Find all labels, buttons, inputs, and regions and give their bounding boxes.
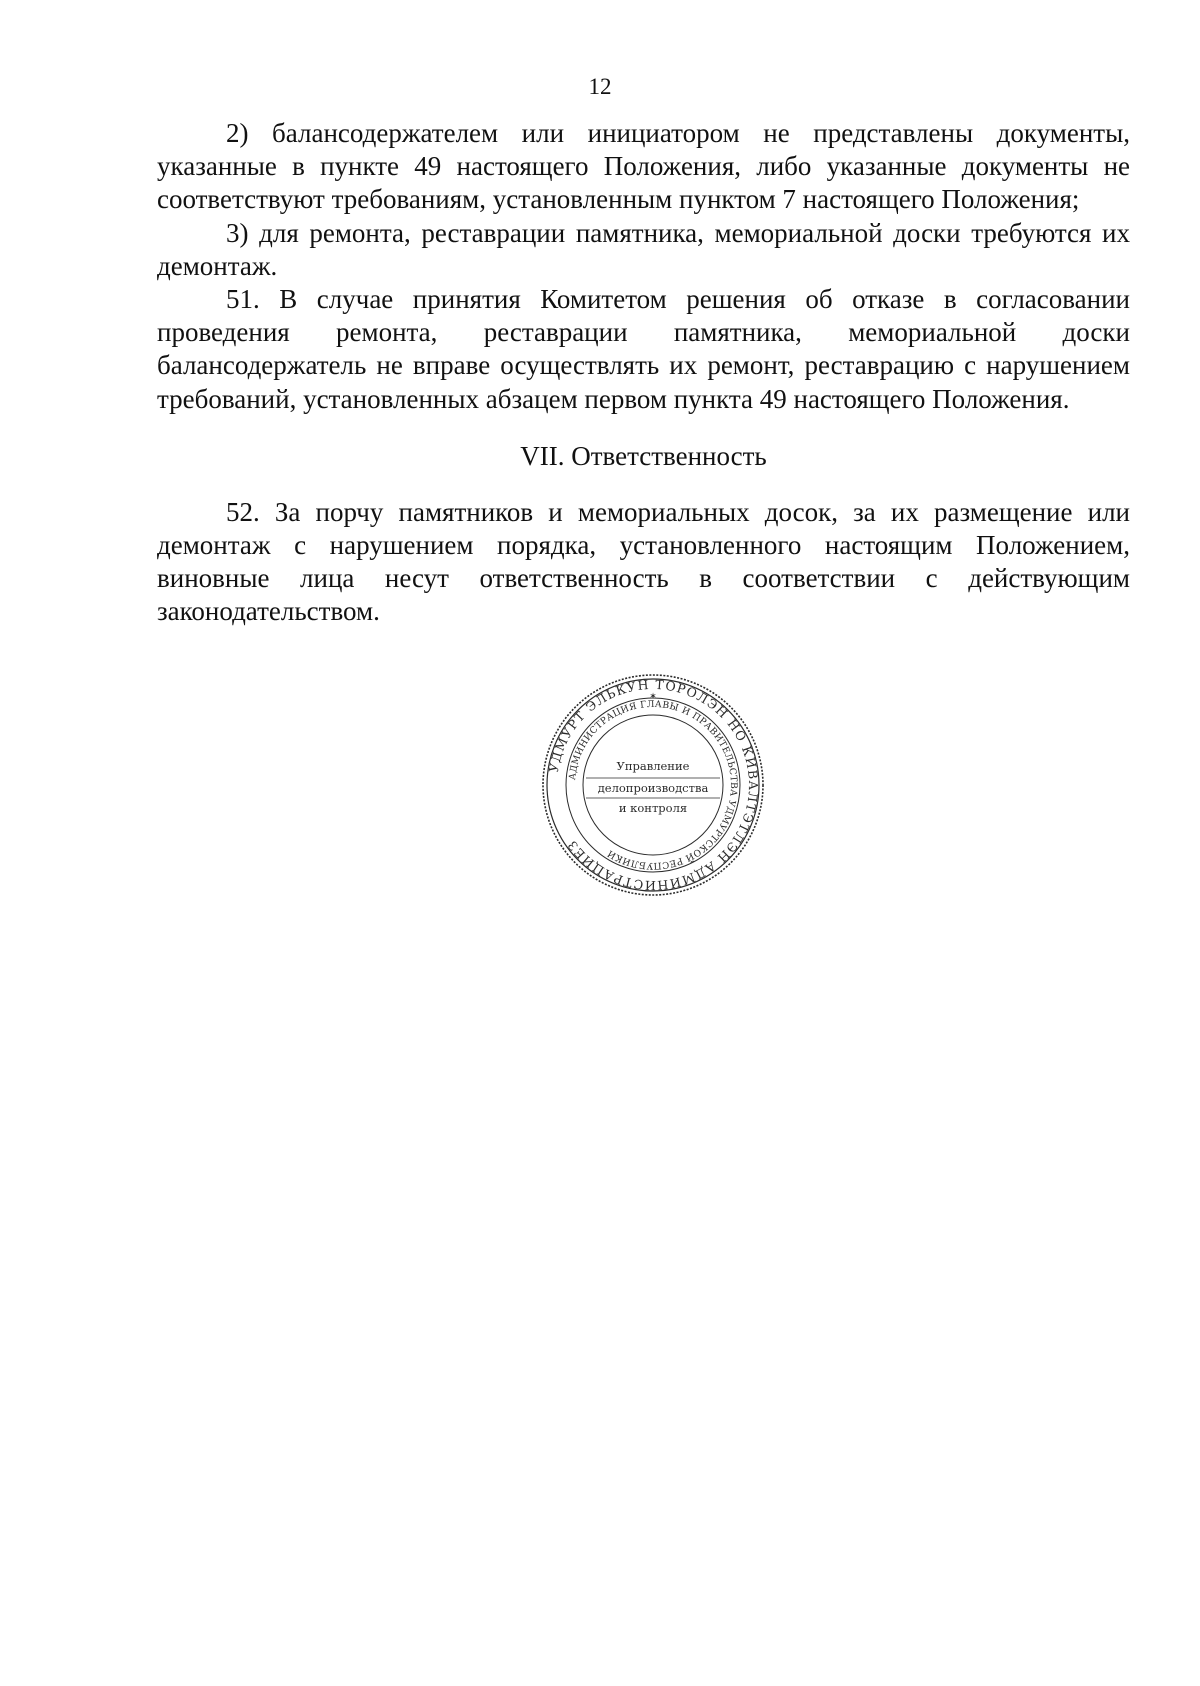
section-heading: VII. Ответственность [520, 440, 767, 471]
official-seal [538, 670, 768, 900]
paragraph-clause-51: 51. В случае принятия Комитетом решения об отказе в согласовании проведения ремонта, реставрации памятника, мемориальной доски балансодержатель не вправе осуществлять их ремонт, реставрацию с нарушением требований, установленных абзацем первом пункта 49 настоящего Положения. [157, 284, 1130, 414]
seal-center-line-2: делопроизводства [597, 781, 709, 795]
paragraph-item-2: 2) балансодержателем или инициатором не представлены документы, указанные в пункте 49 настоящего Положения, либо указанные документы не соответствуют требованиям, установленным пунктом 7 настоящего Положения; [157, 118, 1130, 215]
seal-center-line-1: Управление [616, 759, 690, 773]
page-number: 12 [588, 74, 612, 99]
seal-center-line-3: и контроля [618, 801, 688, 815]
paragraph-item-3: 3) для ремонта, реставрации памятника, мемориальной доски требуются их демонтаж. [157, 217, 1130, 281]
seal-star-icon: ✶ [649, 692, 657, 702]
seal-inner-ring-text: АДМИНИСТРАЦИЯ ГЛАВЫ И ПРАВИТЕЛЬСТВА УДМУРТСКОЙ РЕСПУБЛИКИ [567, 698, 740, 872]
seal-graphic [538, 670, 768, 900]
paragraph-clause-52: 52. За порчу памятников и мемориальных досок, за их размещение или демонтаж с нарушением порядка, установленного настоящим Положением, виновные лица несут ответственность в соответствии с действующим законодательством. [157, 496, 1130, 627]
seal-outer-ring-text: УДМУРТ ЭЛЬКУН ТОРОЛЭН НО КИВАЛТЭТЛЭН АДМИНИСТРАЦИЕЗ [545, 676, 762, 894]
document-body [157, 117, 1130, 629]
